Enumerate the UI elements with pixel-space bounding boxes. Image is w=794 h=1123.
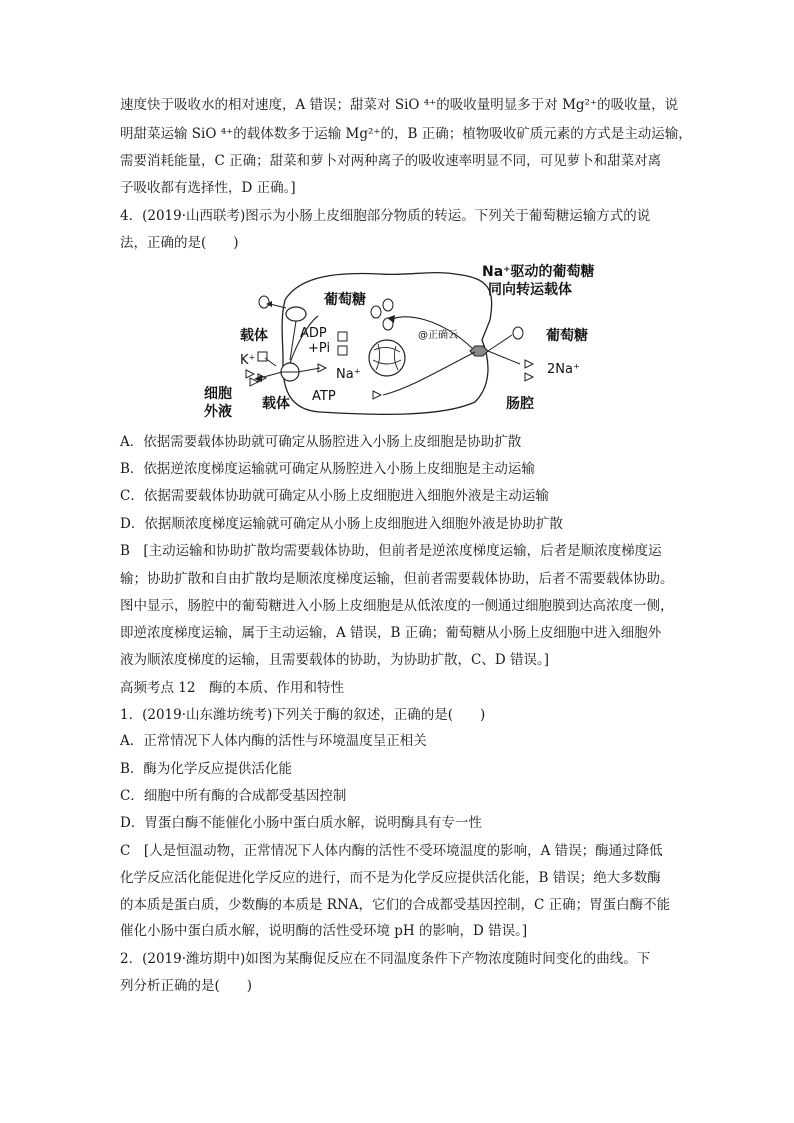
pi-square-icon <box>338 346 347 355</box>
option-d: D．依据顺浓度梯度运输就可确定从小肠上皮细胞进入细胞外液是协助扩散 <box>120 516 563 532</box>
na-triangle-icon <box>525 373 533 381</box>
text-line: 需要消耗能量，C 正确；甜菜和萝卜对两种离子的吸收速率明显不同，可见萝卜和甜菜对离 <box>120 153 662 169</box>
carrier-top-icon <box>286 307 306 321</box>
lumen-label: 肠腔 <box>506 396 534 412</box>
answer-line: 催化小肠中蛋白质水解，说明酶的活性受环境 pH 的影响，D 错误。] <box>120 923 528 939</box>
answer-line: 的本质是蛋白质，少数酶的本质是 RNA，它们的合成都受基因控制，C 正确；胃蛋白酶不能 <box>120 897 671 913</box>
na2-ion-label: 2Na⁺ <box>547 362 580 377</box>
question-2-stem: 2．(2019·潍坊期中)如图为某酶促反应在不同温度条件下产物浓度随时间变化的曲线。下 <box>120 951 651 967</box>
answer-line: B [主动运输和协助扩散均需要载体协助，但前者是逆浓度梯度运输，后者是顺浓度梯度运 <box>120 543 662 559</box>
watermark: @正确云 <box>418 330 458 341</box>
option-a: A．依据需要载体协助就可确定从肠腔进入小肠上皮细胞是协助扩散 <box>120 434 522 450</box>
glucose-label-cell: 葡萄糖 <box>324 292 366 308</box>
option-a: A．正常情况下人体内酶的活性与环境温度呈正相关 <box>120 733 427 749</box>
extracellular-label-2: 外液 <box>204 404 232 420</box>
text-line: 明甜菜运输 SiO ⁴⁺的载体数多于运输 Mg²⁺的，B 正确；植物吸收矿质元素的方式是主动运输， <box>120 126 692 142</box>
glucose-icon <box>371 306 381 318</box>
option-c: C．细胞中所有酶的合成都受基因控制 <box>120 788 347 804</box>
nucleus-icon <box>369 340 405 376</box>
glucose-icon <box>383 299 393 311</box>
extracellular-label-1: 细胞 <box>204 386 232 402</box>
answer-line: 即逆浓度梯度运输，属于主动运输，A 错误，B 正确；葡萄糖从小肠上皮细胞中进入细胞外 <box>120 625 662 641</box>
pi-square-icon <box>338 332 347 341</box>
answer-line: 化学反应活化能促进化学反应的进行，而不是为化学反应提供活化能，B 错误；绝大多数酶 <box>120 870 661 886</box>
question-4-stem: 4．(2019·山西联考)图示为小肠上皮细胞部分物质的转运。下列关于葡萄糖运输方式的说 <box>120 208 651 224</box>
glucose-label-lumen: 葡萄糖 <box>546 328 588 344</box>
glucose-icon <box>513 327 523 339</box>
question-2-stem: 列分析正确的是( ) <box>120 978 253 994</box>
section-heading: 高频考点 12 酶的本质、作用和特性 <box>120 680 344 696</box>
k-square-icon <box>258 352 267 361</box>
answer-line: C [人是恒温动物，正常情况下人体内酶的活性不受环境温度的影响，A 错误；酶通过降低 <box>120 843 663 859</box>
option-d: D．胃蛋白酶不能催化小肠中蛋白质水解，说明酶具有专一性 <box>120 815 482 831</box>
answer-line: 液为顺浓度梯度的运输，且需要载体的协助，为协助扩散，C、D 错误。] <box>120 652 549 668</box>
question-4-stem: 法，正确的是( ) <box>120 235 239 251</box>
text-line: 速度快于吸收水的相对速度，A 错误；甜菜对 SiO ⁴⁺的吸收量明显多于对 Mg²⁺的吸收量，说 <box>120 97 679 113</box>
pi-label: +Pi <box>308 341 331 356</box>
option-b: B．依据逆浓度梯度运输就可确定从肠腔进入小肠上皮细胞是主动运输 <box>120 461 535 477</box>
na-triangle-icon <box>373 391 381 399</box>
carrier-label-bottom: 载体 <box>262 396 290 412</box>
na-triangle-icon <box>525 360 533 368</box>
question-1-stem: 1．(2019·山东潍坊统考)下列关于酶的叙述，正确的是( ) <box>120 707 486 723</box>
na-ion-label: Na⁺ <box>336 367 361 382</box>
k-ion-label: K⁺ <box>240 353 256 368</box>
symporter-label-top: Na⁺驱动的葡萄糖 <box>482 264 595 280</box>
glucose-icon <box>259 296 269 308</box>
intestinal-cell-transport-figure <box>190 260 610 425</box>
answer-line: 图中显示，肠腔中的葡萄糖进入小肠上皮细胞是从低浓度的一侧通过细胞膜到达高浓度一侧， <box>120 598 674 614</box>
symporter-label-bottom: 同向转运载体 <box>488 282 572 298</box>
atp-label: ATP <box>312 389 336 404</box>
option-b: B．酶为化学反应提供活化能 <box>120 761 292 777</box>
text-line: 子吸收都有选择性，D 正确。] <box>120 180 296 196</box>
adp-label: ADP <box>300 326 327 341</box>
na-triangle-icon <box>246 370 254 378</box>
answer-line: 输；协助扩散和自由扩散均是顺浓度梯度运输，但前者需要载体协助，后者不需要载体协助。 <box>120 571 674 587</box>
carrier-label-top: 载体 <box>240 328 268 344</box>
option-c: C．依据需要载体协助就可确定从小肠上皮细胞进入细胞外液是主动运输 <box>120 488 549 504</box>
